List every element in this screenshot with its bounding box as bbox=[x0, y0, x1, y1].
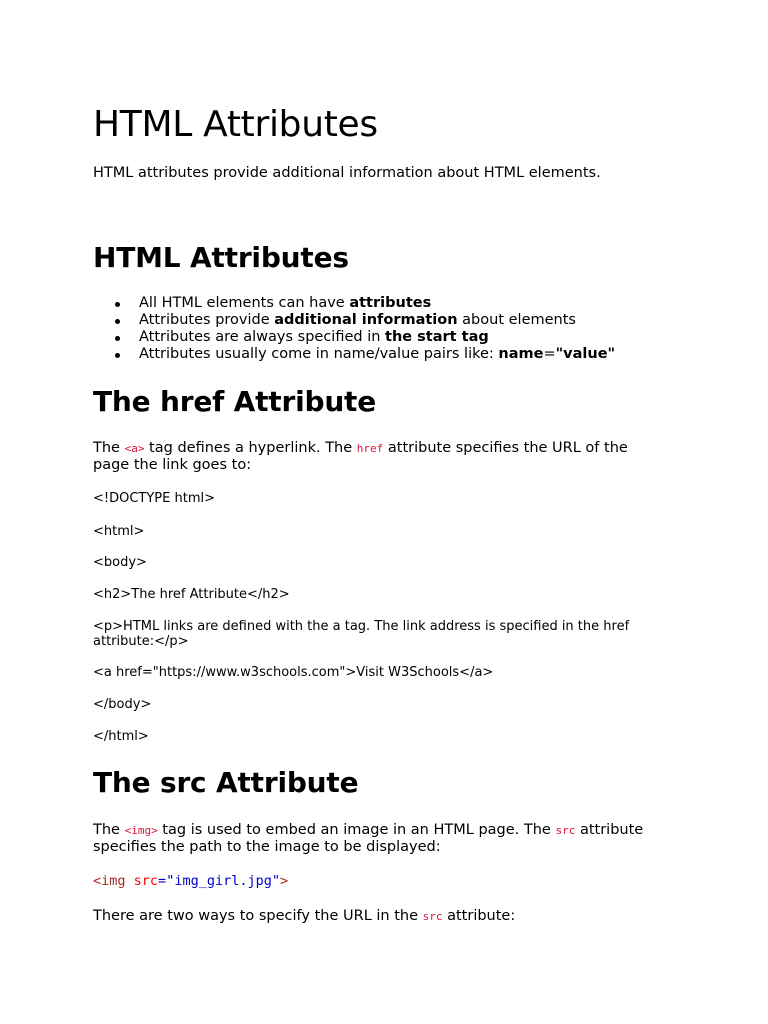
bullet-icon bbox=[115, 353, 120, 358]
code-line: <body> bbox=[93, 555, 147, 570]
inline-code-href: href bbox=[356, 442, 384, 455]
bullet-icon bbox=[115, 302, 120, 307]
src-paragraph-line1: The <img> tag is used to embed an image in an HTML page. The src attribute bbox=[93, 822, 644, 838]
href-paragraph-line1: The <a> tag defines a hyperlink. The href attribute specifies the URL of the bbox=[93, 440, 628, 456]
src-paragraph-2: There are two ways to specify the URL in the src attribute: bbox=[93, 908, 516, 924]
list-item: All HTML elements can have attributes bbox=[93, 295, 615, 312]
src-paragraph-line2: specifies the path to the image to be displayed: bbox=[93, 839, 441, 855]
code-line: attribute:</p> bbox=[93, 634, 189, 649]
code-line: <h2>The href Attribute</h2> bbox=[93, 587, 290, 602]
list-item: Attributes usually come in name/value pairs like: name="value" bbox=[93, 346, 615, 363]
inline-code-img-tag: <img> bbox=[124, 824, 158, 837]
bullet-icon bbox=[115, 319, 120, 324]
inline-code-src: src bbox=[422, 910, 443, 923]
href-paragraph-line2: page the link goes to: bbox=[93, 457, 252, 473]
attributes-bullet-list bbox=[93, 295, 615, 363]
img-code-example: <img src="img_girl.jpg"> bbox=[93, 873, 289, 889]
page-title: HTML Attributes bbox=[93, 104, 378, 145]
list-item: Attributes are always specified in the start tag bbox=[93, 329, 615, 346]
intro-paragraph: HTML attributes provide additional information about HTML elements. bbox=[93, 165, 601, 181]
code-line: </body> bbox=[93, 697, 152, 712]
code-line: <html> bbox=[93, 524, 145, 539]
inline-code-src: src bbox=[555, 824, 576, 837]
section-heading-attributes: HTML Attributes bbox=[93, 241, 349, 274]
code-line: </html> bbox=[93, 729, 149, 744]
section-heading-href: The href Attribute bbox=[93, 385, 377, 418]
code-line: <!DOCTYPE html> bbox=[93, 491, 215, 506]
inline-code-a-tag: <a> bbox=[124, 442, 145, 455]
code-line: <p>HTML links are defined with the a tag. The link address is specified in the href bbox=[93, 619, 630, 634]
section-heading-src: The src Attribute bbox=[93, 766, 359, 799]
list-item: Attributes provide additional information about elements bbox=[93, 312, 615, 329]
code-line: <a href="https://www.w3schools.com">Visit W3Schools</a> bbox=[93, 665, 494, 680]
bullet-icon bbox=[115, 336, 120, 341]
